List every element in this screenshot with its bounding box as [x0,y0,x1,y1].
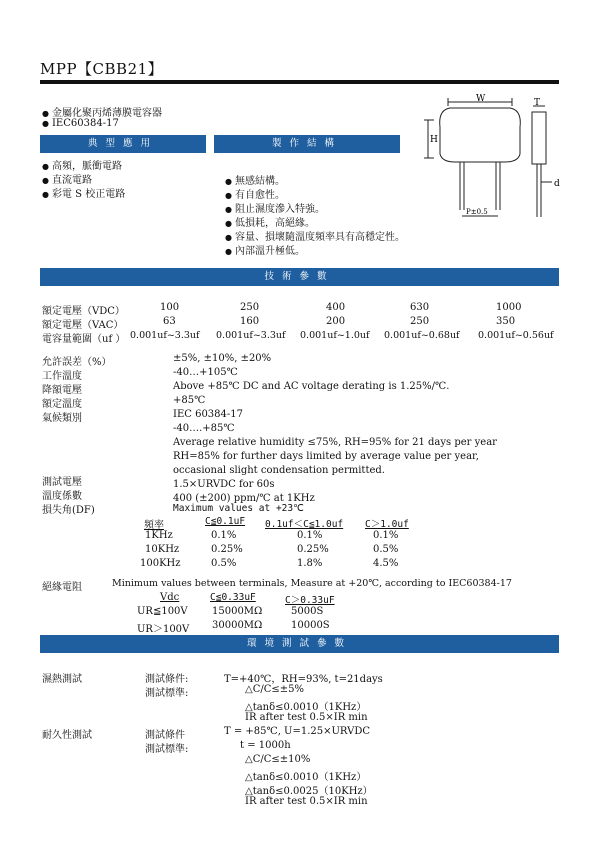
df-cell: 0.5% [373,544,399,555]
feature-item: ● 阻止濕度滲入特強。 [225,200,325,215]
cap-value: 0.001uf~3.3uf [130,330,200,341]
rated-temp-label: 額定溫度 [42,399,82,410]
test-voltage-label: 測試電壓 [42,477,82,488]
intro-line-1: ● 金屬化聚丙烯薄膜電容器 [42,104,162,119]
dim-w-label: W [476,94,486,104]
humid-test-label: 濕熱測試 [42,674,82,685]
df-header: 頻率 [144,520,164,531]
ins-cell: 10000S [291,620,330,631]
derating-label: 降額電壓 [42,385,82,396]
vac-value: 200 [326,316,346,327]
climate-label: 氣候類別 [42,413,82,424]
section-construction: 製作結構 [214,135,400,153]
feature-item: ● 內部溫升極低。 [225,242,305,257]
page-title: MPP【CBB21】 [40,60,164,78]
cap-range-label: 電容量範圍（uf ） [42,334,126,345]
df-value: Maximum values at +23℃ [173,503,304,514]
dim-t-label: T [534,98,541,108]
humid-std-value: IR after test 0.5×IR min [245,712,368,723]
vac-value: 160 [240,316,260,327]
cap-value: 0.001uf~1.0uf [300,330,370,341]
endur-std-value: △tanδ≤0.0010（1KHz） [245,772,367,783]
section-env: 環境測試參數 [40,635,559,653]
ins-header: Vdc [160,592,180,603]
vac-value: 250 [410,316,430,327]
climate-value: IEC 60384-17 [173,409,243,420]
rated-temp-value: +85℃ [173,395,206,406]
dim-d-label: d [554,179,560,189]
climate-value: occasional slight condensation permitted. [173,465,385,476]
feature-item: ● 容量、損壞隨溫度頻率具有高穩定性。 [225,228,405,243]
feature-item: ● 無感結構。 [225,172,285,187]
vdc-value: 400 [326,302,346,313]
df-cell: 0.1% [211,530,237,541]
endur-std-value: t = 1000h [240,740,291,751]
feature-item: ● 有自愈性。 [225,186,285,201]
humid-std-value: △C/C≤±5% [245,684,304,695]
test-voltage-value: 1.5×URVDC for 60s [173,479,275,490]
endurance-label: 耐久性測試 [42,730,92,741]
vac-value: 63 [163,316,176,327]
df-cell: 1.8% [297,558,323,569]
ins-cell: 5000S [291,606,324,617]
ins-header: C≦0.33uF [210,592,256,603]
op-temp-label: 工作溫度 [42,371,82,382]
title-rule [40,80,559,84]
df-cell: 4.5% [373,558,399,569]
cap-value: 0.001uf~0.68uf [384,330,460,341]
df-header: C≦0.1uF [205,516,246,527]
vdc-value: 100 [160,302,180,313]
humid-std-value: △tanδ≤0.0010（1KHz） [245,702,367,713]
df-cell: 0.25% [297,544,329,555]
endur-std-value: △C/C≤±10% [245,754,311,765]
humid-std-label: 測試標準: [145,688,189,699]
vac-value: 350 [496,316,516,327]
df-label: 損失角(DF) [42,505,95,516]
df-cell: 0.1% [373,530,399,541]
application-item: ● 直流電路 [42,171,92,186]
capacitor-dimension-diagram [420,92,570,232]
climate-value: Average relative humidity ≤75%, RH=95% for 21 days per year [173,437,497,448]
application-item: ● 高頻，脈衝電路 [42,157,122,172]
temp-coeff-label: 溫度係數 [42,491,82,502]
application-item: ● 彩電 S 校正電路 [42,185,125,200]
df-header: C＞1.0uf [365,519,409,530]
endur-std-value: IR after test 0.5×IR min [245,796,368,807]
ins-cell: 30000MΩ [212,620,263,631]
dim-h-label: H [430,135,438,145]
op-temp-value: -40…+105℃ [173,367,238,378]
dim-p-label: P±0.5 [466,208,488,216]
df-cell: 0.1% [297,530,323,541]
tolerance-value: ±5%, ±10%, ±20% [173,353,272,364]
df-cell: 0.5% [211,558,237,569]
vdc-value: 630 [410,302,430,313]
ins-cell: UR≦100V [137,606,188,617]
endur-std-value: △tanδ≤0.0025（10KHz） [245,786,373,797]
df-cell: 10KHz [145,544,180,555]
tolerance-label: 允許誤差（%） [42,357,112,368]
intro-line-2: ● IEC60384-17 [42,118,119,129]
df-cell: 100KHz [140,558,181,569]
ins-cell: UR＞100V [137,624,190,635]
df-header: 0.1uf＜C≦1.0uf [265,519,344,530]
vdc-value: 250 [240,302,260,313]
rated-vdc-label: 額定電壓（VDC） [42,306,125,317]
ins-cell: 15000MΩ [212,606,263,617]
endur-cond-label: 測試條件 [145,730,185,741]
cap-value: 0.001uf~3.3uf [216,330,286,341]
insulation-label: 絕緣電阻 [42,582,82,593]
rated-vac-label: 額定電壓（VAC） [42,320,124,331]
temp-coeff-value: 400 (±200) ppm/℃ at 1KHz [173,493,315,504]
climate-value: RH=85% for further days limited by average value per year, [173,451,479,462]
cap-value: 0.001uf~0.56uf [478,330,554,341]
humid-cond-label: 測試條件: [145,674,189,685]
climate-value: -40….+85℃ [173,423,235,434]
vdc-value: 1000 [496,302,522,313]
derating-value: Above +85℃ DC and AC voltage derating is 1.25%/℃. [173,381,450,392]
insulation-text: Minimum values between terminals, Measure at +20℃, according to IEC60384-17 [112,578,512,589]
ins-header: C＞0.33uF [285,595,335,606]
section-application: 典型應用 [40,135,206,153]
endur-std-label: 測試標準: [145,744,189,755]
section-tech: 技術參數 [40,268,559,286]
df-cell: 1KHz [145,530,173,541]
humid-cond-value: T=+40℃，RH=93%, t=21days [224,674,383,685]
endur-cond-value: T = +85℃, U=1.25×URVDC [224,726,370,737]
df-cell: 0.25% [211,544,243,555]
feature-item: ● 低損耗，高絕緣。 [225,214,315,229]
